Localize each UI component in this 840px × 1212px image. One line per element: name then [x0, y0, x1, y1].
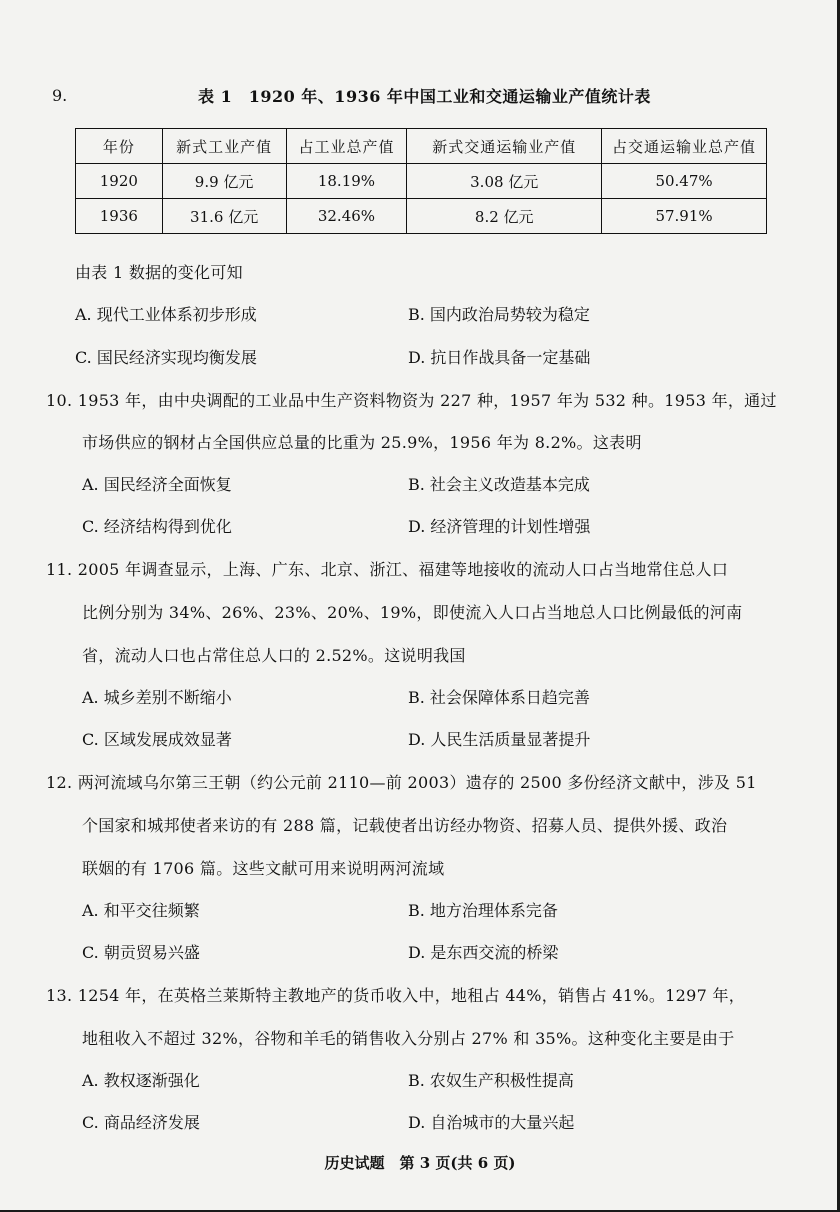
option-a: A. 和平交往频繁: [82, 901, 200, 920]
stats-table: [75, 128, 767, 234]
question-10-line-1: 10. 1953 年，由中央调配的工业品中生产资料物资为 227 种，1957 年为 532 种。1953 年，通过: [46, 391, 777, 410]
question-11-line-1: 11. 2005 年调查显示，上海、广东、北京、浙江、福建等地接收的流动人口占当地常住总人口: [46, 560, 729, 579]
option-b: B. 国内政治局势较为稳定: [408, 305, 590, 324]
table-header-cell: 新式交通运输业产值: [407, 129, 602, 164]
option-b: B. 地方治理体系完备: [408, 901, 558, 920]
table-cell: 8.2 亿元: [407, 199, 602, 234]
option-c: C. 国民经济实现均衡发展: [75, 348, 257, 367]
question-11-line-2: 比例分别为 34%、26%、23%、20%、19%，即使流入人口占当地总人口比例最低的河南: [82, 603, 743, 622]
option-a: A. 城乡差别不断缩小: [82, 688, 232, 707]
option-d: D. 经济管理的计划性增强: [408, 517, 591, 536]
question-12-line-1: 12. 两河流域乌尔第三王朝（约公元前 2110—前 2003）遗存的 2500 多份经济文献中，涉及 51: [46, 773, 757, 792]
question-11-line-3: 省，流动人口也占常住总人口的 2.52%。这说明我国: [82, 646, 466, 665]
option-d: D. 是东西交流的桥梁: [408, 943, 559, 962]
table-row: [76, 164, 767, 199]
table-row: [76, 199, 767, 234]
question-12-line-2: 个国家和城邦使者来访的有 288 篇，记载使者出访经办物资、招募人员、提供外援、政治: [82, 816, 728, 835]
page-footer: 历史试题 第 3 页(共 6 页): [324, 1154, 516, 1172]
option-b: B. 农奴生产积极性提高: [408, 1071, 574, 1090]
table-header-row: [76, 129, 767, 164]
option-d: D. 人民生活质量显著提升: [408, 730, 591, 749]
table-header-cell: 年份: [76, 129, 163, 164]
table-cell: 57.91%: [602, 199, 767, 234]
table-cell: 1920: [76, 164, 163, 199]
table-title: 表 1 1920 年、1936 年中国工业和交通运输业产值统计表: [198, 87, 651, 106]
question-9-stem: 由表 1 数据的变化可知: [75, 263, 243, 282]
option-d: D. 抗日作战具备一定基础: [408, 348, 591, 367]
table-header-cell: 占交通运输业总产值: [602, 129, 767, 164]
table-cell: 1936: [76, 199, 163, 234]
question-13-line-1: 13. 1254 年，在英格兰莱斯特主教地产的货币收入中，地租占 44%，销售占 41%。1297 年，: [46, 986, 746, 1005]
question-9-number: 9.: [52, 86, 68, 105]
option-a: A. 国民经济全面恢复: [82, 475, 232, 494]
option-c: C. 区域发展成效显著: [82, 730, 232, 749]
table-header-cell: 占工业总产值: [286, 129, 407, 164]
table-cell: 9.9 亿元: [162, 164, 286, 199]
table-cell: 31.6 亿元: [162, 199, 286, 234]
option-c: C. 经济结构得到优化: [82, 517, 232, 536]
option-b: B. 社会保障体系日趋完善: [408, 688, 590, 707]
option-a: A. 现代工业体系初步形成: [75, 305, 257, 324]
option-a: A. 教权逐渐强化: [82, 1071, 200, 1090]
table-cell: 18.19%: [286, 164, 407, 199]
question-12-line-3: 联姻的有 1706 篇。这些文献可用来说明两河流域: [82, 859, 445, 878]
question-13-line-2: 地租收入不超过 32%，谷物和羊毛的销售收入分别占 27% 和 35%。这种变化主要是由于: [82, 1029, 735, 1048]
option-b: B. 社会主义改造基本完成: [408, 475, 590, 494]
option-d: D. 自治城市的大量兴起: [408, 1113, 575, 1132]
table-cell: 50.47%: [602, 164, 767, 199]
table-cell: 3.08 亿元: [407, 164, 602, 199]
table-header-cell: 新式工业产值: [162, 129, 286, 164]
table-cell: 32.46%: [286, 199, 407, 234]
question-10-line-2: 市场供应的钢材占全国供应总量的比重为 25.9%，1956 年为 8.2%。这表明: [82, 433, 642, 452]
option-c: C. 商品经济发展: [82, 1113, 200, 1132]
option-c: C. 朝贡贸易兴盛: [82, 943, 200, 962]
